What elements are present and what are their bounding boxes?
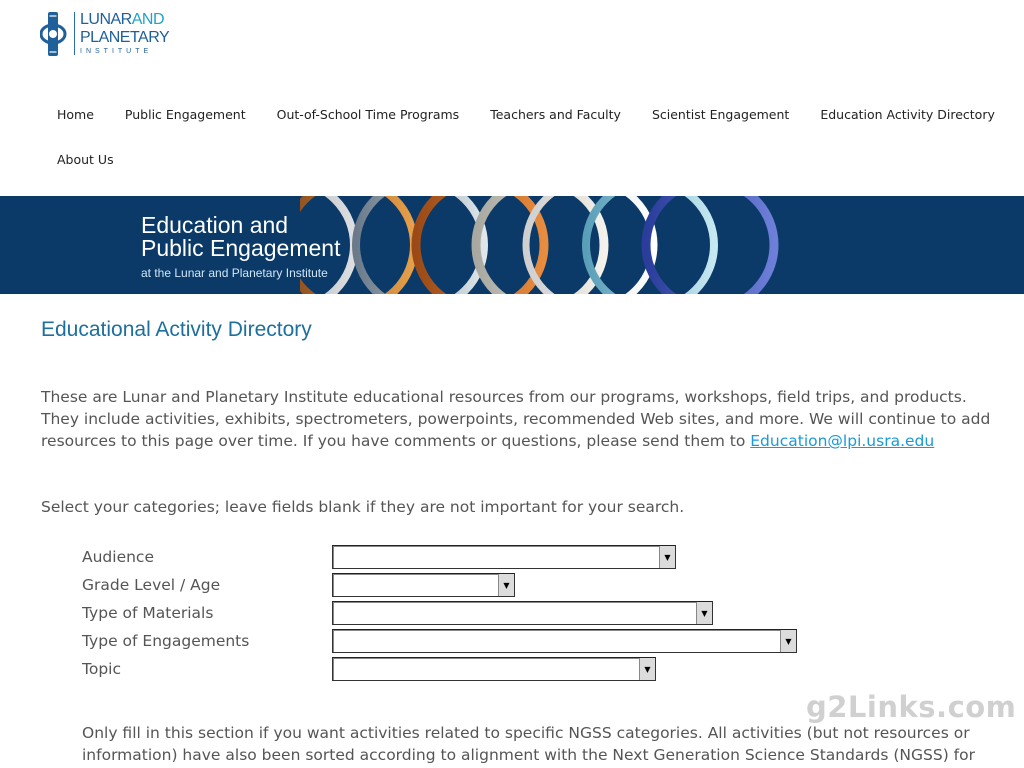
nav-about-us[interactable]: About Us bbox=[57, 151, 114, 167]
audience-label: Audience bbox=[82, 548, 154, 566]
lpi-logo[interactable] bbox=[40, 12, 169, 56]
main-nav bbox=[57, 100, 997, 173]
nav-home[interactable]: Home bbox=[57, 106, 94, 122]
grade-level-label: Grade Level / Age bbox=[82, 576, 221, 594]
logo-institute: INSTITUTE bbox=[80, 48, 153, 55]
banner-title bbox=[141, 214, 340, 260]
email-link[interactable]: Education@lpi.usra.edu bbox=[750, 432, 935, 450]
chevron-down-icon[interactable]: ▼ bbox=[780, 630, 796, 652]
lpi-logo-icon bbox=[40, 12, 68, 56]
nav-public-engagement[interactable]: Public Engagement bbox=[124, 106, 246, 122]
banner-subtitle: at the Lunar and Planetary Institute bbox=[141, 266, 328, 280]
search-instruction: Select your categories; leave fields blank if they are not important for your search. bbox=[41, 498, 685, 516]
nav-row-2 bbox=[57, 145, 997, 173]
chevron-down-icon[interactable]: ▼ bbox=[639, 658, 655, 680]
watermark: g2Links.com bbox=[806, 690, 1017, 724]
chevron-down-icon[interactable]: ▼ bbox=[659, 546, 675, 568]
nav-scientist-engagement[interactable]: Scientist Engagement bbox=[651, 106, 790, 122]
type-of-materials-label: Type of Materials bbox=[82, 604, 214, 622]
topic-label: Topic bbox=[82, 660, 121, 678]
logo-wordmark bbox=[74, 12, 169, 55]
site-header bbox=[0, 0, 1024, 90]
intro-text: These are Lunar and Planetary Institute educational resources from our programs, workshops, field trips, and products. They include activities, exhibits, spectrometers, powerpoints, recommended Web sites, and more. We will continue to add resources to this page over time. If you have comments or questions, please send them to bbox=[41, 388, 991, 450]
chevron-down-icon[interactable]: ▼ bbox=[696, 602, 712, 624]
chevron-down-icon[interactable]: ▼ bbox=[498, 574, 514, 596]
epe-banner bbox=[0, 196, 1024, 294]
banner-title-line1: Education and bbox=[141, 212, 289, 238]
page-title: Educational Activity Directory bbox=[41, 318, 312, 341]
intro-paragraph bbox=[41, 386, 991, 452]
type-of-materials-select[interactable] bbox=[332, 601, 713, 625]
type-of-engagements-label: Type of Engagements bbox=[82, 632, 250, 650]
nav-row-1 bbox=[57, 100, 997, 128]
audience-select[interactable] bbox=[332, 545, 676, 569]
logo-planetary: PLANETARY bbox=[80, 29, 170, 46]
logo-and: AND bbox=[131, 11, 165, 28]
logo-lunar: LUNAR bbox=[80, 11, 132, 28]
nav-education-activity-directory[interactable]: Education Activity Directory bbox=[820, 106, 995, 122]
topic-select[interactable] bbox=[332, 657, 656, 681]
nav-out-of-school-time[interactable]: Out-of-School Time Programs bbox=[276, 106, 460, 122]
ngss-paragraph: Only fill in this section if you want activities related to specific NGSS categories. All activities (but not resources or information) have also been sorted according to alignment with the Next Generation Science Standards (NGSS) for bbox=[82, 724, 975, 764]
type-of-engagements-select[interactable] bbox=[332, 629, 797, 653]
nav-teachers-faculty[interactable]: Teachers and Faculty bbox=[490, 106, 621, 122]
banner-title-line2: Public Engagement bbox=[141, 235, 341, 261]
grade-level-select[interactable] bbox=[332, 573, 515, 597]
